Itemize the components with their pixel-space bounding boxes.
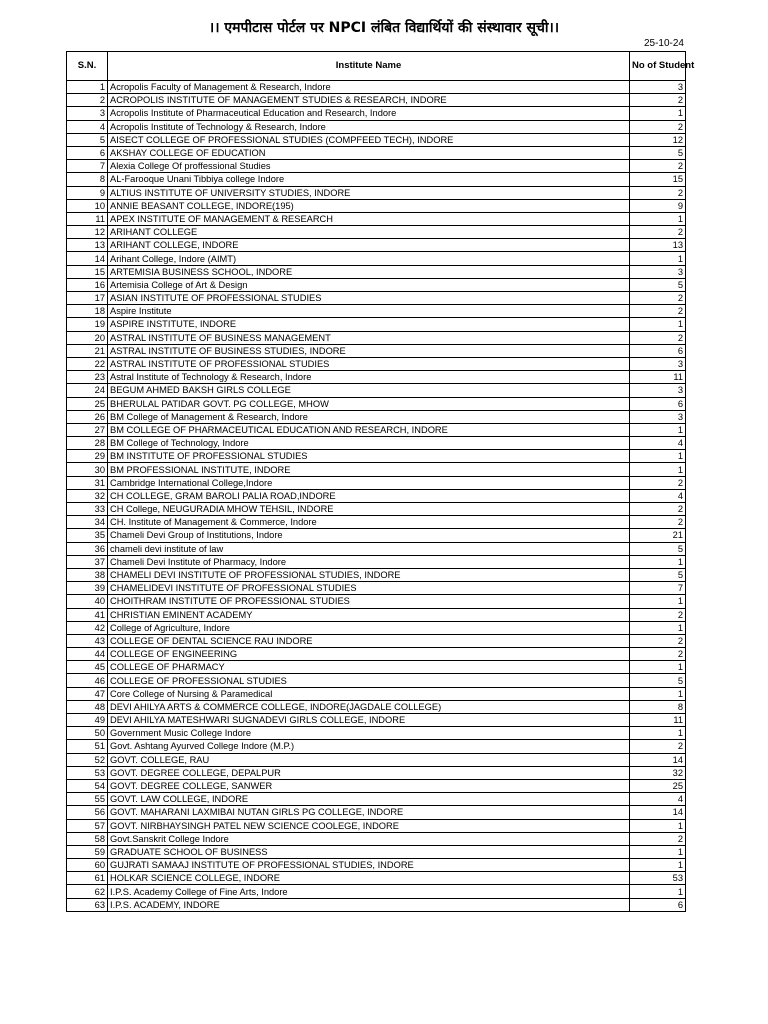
row-serial-number: 9 (67, 186, 108, 199)
row-serial-number: 56 (67, 806, 108, 819)
table-row (67, 898, 686, 911)
row-institute-name: DEVI AHILYA MATESHWARI SUGNADEVI GIRLS COLLEGE, INDORE (108, 714, 630, 727)
row-serial-number: 20 (67, 331, 108, 344)
row-serial-number: 17 (67, 292, 108, 305)
row-institute-name: Govt. Ashtang Ayurved College Indore (M.P.) (108, 740, 630, 753)
row-institute-name: COLLEGE OF PHARMACY (108, 661, 630, 674)
row-institute-name: CHAMELIDEVI INSTITUTE OF PROFESSIONAL STUDIES (108, 582, 630, 595)
row-institute-name: Aspire Institute (108, 305, 630, 318)
row-serial-number: 51 (67, 740, 108, 753)
row-student-count: 1 (630, 687, 686, 700)
row-student-count: 32 (630, 766, 686, 779)
row-serial-number: 18 (67, 305, 108, 318)
row-serial-number: 59 (67, 845, 108, 858)
row-student-count: 2 (630, 516, 686, 529)
table-header-row (67, 52, 686, 81)
table-row (67, 582, 686, 595)
table-row (67, 700, 686, 713)
row-serial-number: 3 (67, 107, 108, 120)
institute-table (66, 51, 695, 912)
row-student-count: 2 (630, 503, 686, 516)
table-row (67, 331, 686, 344)
row-student-count: 3 (630, 384, 686, 397)
table-row (67, 885, 686, 898)
row-student-count: 15 (630, 173, 686, 186)
row-serial-number: 48 (67, 700, 108, 713)
row-serial-number: 55 (67, 793, 108, 806)
table-row (67, 94, 686, 107)
table-row (67, 384, 686, 397)
row-serial-number: 33 (67, 503, 108, 516)
row-institute-name: chameli devi institute of law (108, 542, 630, 555)
row-institute-name: ARIHANT COLLEGE (108, 226, 630, 239)
table-row (67, 529, 686, 542)
row-institute-name: BEGUM AHMED BAKSH GIRLS COLLEGE (108, 384, 630, 397)
row-student-count: 3 (630, 410, 686, 423)
table-row (67, 305, 686, 318)
row-institute-name: ASPIRE INSTITUTE, INDORE (108, 318, 630, 331)
table-row (67, 146, 686, 159)
row-student-count: 11 (630, 714, 686, 727)
row-institute-name: ARTEMISIA BUSINESS SCHOOL, INDORE (108, 265, 630, 278)
table-row (67, 753, 686, 766)
row-serial-number: 1 (67, 81, 108, 94)
table-row (67, 226, 686, 239)
row-serial-number: 52 (67, 753, 108, 766)
row-institute-name: Artemisia College of Art & Design (108, 278, 630, 291)
table-row (67, 714, 686, 727)
row-serial-number: 26 (67, 410, 108, 423)
table-row (67, 516, 686, 529)
row-student-count: 2 (630, 331, 686, 344)
row-institute-name: COLLEGE OF DENTAL SCIENCE RAU INDORE (108, 634, 630, 647)
table-row (67, 212, 686, 225)
row-student-count: 5 (630, 674, 686, 687)
row-serial-number: 31 (67, 476, 108, 489)
row-serial-number: 24 (67, 384, 108, 397)
row-serial-number: 58 (67, 832, 108, 845)
table-row (67, 199, 686, 212)
table-row (67, 595, 686, 608)
row-serial-number: 44 (67, 648, 108, 661)
row-serial-number: 22 (67, 357, 108, 370)
table-row (67, 120, 686, 133)
row-serial-number: 19 (67, 318, 108, 331)
row-institute-name: GRADUATE SCHOOL OF BUSINESS (108, 845, 630, 858)
row-institute-name: ASTRAL INSTITUTE OF BUSINESS MANAGEMENT (108, 331, 630, 344)
table-row (67, 463, 686, 476)
row-institute-name: ASTRAL INSTITUTE OF BUSINESS STUDIES, INDORE (108, 344, 630, 357)
row-student-count: 11 (630, 371, 686, 384)
row-institute-name: COLLEGE OF PROFESSIONAL STUDIES (108, 674, 630, 687)
row-student-count: 5 (630, 568, 686, 581)
row-student-count: 9 (630, 199, 686, 212)
row-student-count: 1 (630, 595, 686, 608)
row-student-count: 2 (630, 292, 686, 305)
row-serial-number: 63 (67, 898, 108, 911)
table-row (67, 766, 686, 779)
row-student-count: 21 (630, 529, 686, 542)
row-student-count: 2 (630, 226, 686, 239)
row-student-count: 1 (630, 252, 686, 265)
report-date: 25-10-24 (643, 38, 684, 49)
row-institute-name: BM College of Management & Research, Indore (108, 410, 630, 423)
row-institute-name: Government Music College Indore (108, 727, 630, 740)
row-institute-name: Acropolis Institute of Pharmaceutical Education and Research, Indore (108, 107, 630, 120)
row-institute-name: Arihant College, Indore (AIMT) (108, 252, 630, 265)
table-row (67, 371, 686, 384)
row-serial-number: 7 (67, 160, 108, 173)
table-row (67, 503, 686, 516)
row-serial-number: 60 (67, 859, 108, 872)
table-row (67, 674, 686, 687)
row-institute-name: APEX INSTITUTE OF MANAGEMENT & RESEARCH (108, 212, 630, 225)
row-institute-name: I.P.S. ACADEMY, INDORE (108, 898, 630, 911)
row-student-count: 5 (630, 278, 686, 291)
row-serial-number: 23 (67, 371, 108, 384)
row-student-count: 3 (630, 265, 686, 278)
row-serial-number: 57 (67, 819, 108, 832)
row-serial-number: 40 (67, 595, 108, 608)
row-student-count: 7 (630, 582, 686, 595)
row-student-count: 1 (630, 423, 686, 436)
row-institute-name: ASIAN INSTITUTE OF PROFESSIONAL STUDIES (108, 292, 630, 305)
table-row (67, 608, 686, 621)
row-serial-number: 36 (67, 542, 108, 555)
page-title: ।। एमपीटास पोर्टल पर NPCI लंबित विद्यार्थियों की संस्थावार सूची।। (208, 20, 560, 36)
row-student-count: 6 (630, 344, 686, 357)
row-serial-number: 50 (67, 727, 108, 740)
row-institute-name: HOLKAR SCIENCE COLLEGE, INDORE (108, 872, 630, 885)
table-row (67, 239, 686, 252)
row-serial-number: 2 (67, 94, 108, 107)
table-row (67, 819, 686, 832)
table-row (67, 489, 686, 502)
row-student-count: 5 (630, 146, 686, 159)
row-institute-name: Acropolis Faculty of Management & Research, Indore (108, 81, 630, 94)
row-student-count: 6 (630, 397, 686, 410)
table-row (67, 410, 686, 423)
row-serial-number: 11 (67, 212, 108, 225)
row-institute-name: ANNIE BEASANT COLLEGE, INDORE(195) (108, 199, 630, 212)
table-row (67, 107, 686, 120)
table-row (67, 397, 686, 410)
row-institute-name: GUJRATI SAMAAJ INSTITUTE OF PROFESSIONAL STUDIES, INDORE (108, 859, 630, 872)
row-student-count: 1 (630, 212, 686, 225)
row-serial-number: 8 (67, 173, 108, 186)
row-institute-name: AKSHAY COLLEGE OF EDUCATION (108, 146, 630, 159)
row-serial-number: 35 (67, 529, 108, 542)
row-institute-name: AL-Farooque Unani Tibbiya college Indore (108, 173, 630, 186)
row-serial-number: 34 (67, 516, 108, 529)
column-header-sn: S.N. (67, 52, 108, 81)
row-student-count: 53 (630, 872, 686, 885)
row-student-count: 1 (630, 318, 686, 331)
table-row (67, 160, 686, 173)
row-student-count: 12 (630, 133, 686, 146)
row-student-count: 1 (630, 450, 686, 463)
table-row (67, 859, 686, 872)
row-serial-number: 41 (67, 608, 108, 621)
row-student-count: 2 (630, 740, 686, 753)
row-institute-name: BHERULAL PATIDAR GOVT. PG COLLEGE, MHOW (108, 397, 630, 410)
row-student-count: 14 (630, 753, 686, 766)
table-row (67, 555, 686, 568)
row-institute-name: BM INSTITUTE OF PROFESSIONAL STUDIES (108, 450, 630, 463)
row-serial-number: 61 (67, 872, 108, 885)
row-institute-name: College of Agriculture, Indore (108, 621, 630, 634)
table-row (67, 661, 686, 674)
row-student-count: 4 (630, 793, 686, 806)
row-serial-number: 39 (67, 582, 108, 595)
table-row (67, 265, 686, 278)
row-student-count: 2 (630, 476, 686, 489)
row-serial-number: 32 (67, 489, 108, 502)
row-student-count: 1 (630, 859, 686, 872)
row-serial-number: 47 (67, 687, 108, 700)
row-student-count: 1 (630, 555, 686, 568)
column-header-institute-name: Institute Name (108, 52, 630, 81)
row-student-count: 1 (630, 727, 686, 740)
table-row (67, 423, 686, 436)
row-institute-name: ASTRAL INSTITUTE OF PROFESSIONAL STUDIES (108, 357, 630, 370)
row-serial-number: 37 (67, 555, 108, 568)
row-student-count: 1 (630, 621, 686, 634)
table-row (67, 252, 686, 265)
row-student-count: 5 (630, 542, 686, 555)
table-row (67, 450, 686, 463)
table-row (67, 779, 686, 792)
table-row (67, 621, 686, 634)
table-row (67, 186, 686, 199)
table-row (67, 793, 686, 806)
row-serial-number: 30 (67, 463, 108, 476)
row-student-count: 1 (630, 661, 686, 674)
row-serial-number: 5 (67, 133, 108, 146)
row-student-count: 2 (630, 608, 686, 621)
row-student-count: 1 (630, 819, 686, 832)
row-serial-number: 27 (67, 423, 108, 436)
row-institute-name: ALTIUS INSTITUTE OF UNIVERSITY STUDIES, INDORE (108, 186, 630, 199)
row-student-count: 2 (630, 648, 686, 661)
row-student-count: 14 (630, 806, 686, 819)
row-institute-name: CHAMELI DEVI INSTITUTE OF PROFESSIONAL STUDIES, INDORE (108, 568, 630, 581)
row-institute-name: Acropolis Institute of Technology & Research, Indore (108, 120, 630, 133)
row-serial-number: 10 (67, 199, 108, 212)
table-row (67, 437, 686, 450)
row-serial-number: 45 (67, 661, 108, 674)
row-serial-number: 16 (67, 278, 108, 291)
table-row (67, 872, 686, 885)
row-student-count: 2 (630, 186, 686, 199)
row-student-count: 1 (630, 885, 686, 898)
row-serial-number: 29 (67, 450, 108, 463)
row-serial-number: 12 (67, 226, 108, 239)
table-row (67, 727, 686, 740)
row-student-count: 13 (630, 239, 686, 252)
row-serial-number: 46 (67, 674, 108, 687)
row-institute-name: Cambridge International College,Indore (108, 476, 630, 489)
row-institute-name: Chameli Devi Institute of Pharmacy, Indore (108, 555, 630, 568)
row-serial-number: 54 (67, 779, 108, 792)
row-institute-name: GOVT. LAW COLLEGE, INDORE (108, 793, 630, 806)
row-student-count: 4 (630, 437, 686, 450)
row-institute-name: GOVT. NIRBHAYSINGH PATEL NEW SCIENCE COOLEGE, INDORE (108, 819, 630, 832)
row-institute-name: GOVT. COLLEGE, RAU (108, 753, 630, 766)
row-institute-name: Astral Institute of Technology & Research, Indore (108, 371, 630, 384)
table-row (67, 542, 686, 555)
row-student-count: 2 (630, 832, 686, 845)
column-header-student-count: No of Student (630, 52, 686, 81)
row-serial-number: 62 (67, 885, 108, 898)
row-institute-name: Govt.Sanskrit College Indore (108, 832, 630, 845)
row-institute-name: CH. Institute of Management & Commerce, Indore (108, 516, 630, 529)
row-serial-number: 15 (67, 265, 108, 278)
row-student-count: 1 (630, 845, 686, 858)
row-student-count: 1 (630, 463, 686, 476)
row-student-count: 2 (630, 160, 686, 173)
table-row (67, 344, 686, 357)
row-student-count: 2 (630, 634, 686, 647)
row-institute-name: DEVI AHILYA ARTS & COMMERCE COLLEGE, INDORE(JAGDALE COLLEGE) (108, 700, 630, 713)
table-row (67, 278, 686, 291)
row-institute-name: GOVT. DEGREE COLLEGE, SANWER (108, 779, 630, 792)
row-institute-name: GOVT. MAHARANI LAXMIBAI NUTAN GIRLS PG COLLEGE, INDORE (108, 806, 630, 819)
row-student-count: 2 (630, 305, 686, 318)
row-serial-number: 13 (67, 239, 108, 252)
row-institute-name: BM COLLEGE OF PHARMACEUTICAL EDUCATION AND RESEARCH, INDORE (108, 423, 630, 436)
table-row (67, 568, 686, 581)
row-institute-name: Alexia College Of proffessional Studies (108, 160, 630, 173)
table-body (67, 81, 686, 912)
table-row (67, 832, 686, 845)
row-institute-name: AISECT COLLEGE OF PROFESSIONAL STUDIES (COMPFEED TECH), INDORE (108, 133, 630, 146)
table-row (67, 648, 686, 661)
table-row (67, 357, 686, 370)
row-institute-name: I.P.S. Academy College of Fine Arts, Indore (108, 885, 630, 898)
row-serial-number: 21 (67, 344, 108, 357)
row-serial-number: 4 (67, 120, 108, 133)
row-student-count: 8 (630, 700, 686, 713)
row-institute-name: BM College of Technology, Indore (108, 437, 630, 450)
table-row (67, 173, 686, 186)
row-serial-number: 6 (67, 146, 108, 159)
row-student-count: 2 (630, 120, 686, 133)
row-serial-number: 25 (67, 397, 108, 410)
row-institute-name: ARIHANT COLLEGE, INDORE (108, 239, 630, 252)
table-row (67, 634, 686, 647)
row-institute-name: BM PROFESSIONAL INSTITUTE, INDORE (108, 463, 630, 476)
row-serial-number: 42 (67, 621, 108, 634)
row-institute-name: CH COLLEGE, GRAM BAROLI PALIA ROAD,INDORE (108, 489, 630, 502)
row-institute-name: Chameli Devi Group of Institutions, Indore (108, 529, 630, 542)
row-serial-number: 49 (67, 714, 108, 727)
row-institute-name: CHRISTIAN EMINENT ACADEMY (108, 608, 630, 621)
table-row (67, 687, 686, 700)
row-institute-name: ACROPOLIS INSTITUTE OF MANAGEMENT STUDIES & RESEARCH, INDORE (108, 94, 630, 107)
table-row (67, 133, 686, 146)
row-serial-number: 14 (67, 252, 108, 265)
row-institute-name: CHOITHRAM INSTITUTE OF PROFESSIONAL STUDIES (108, 595, 630, 608)
row-serial-number: 28 (67, 437, 108, 450)
row-institute-name: CH College, NEUGURADIA MHOW TEHSIL, INDORE (108, 503, 630, 516)
table-row (67, 81, 686, 94)
row-student-count: 6 (630, 898, 686, 911)
table-row (67, 318, 686, 331)
row-institute-name: COLLEGE OF ENGINEERING (108, 648, 630, 661)
table-row (67, 845, 686, 858)
row-serial-number: 53 (67, 766, 108, 779)
row-institute-name: Core College of Nursing & Paramedical (108, 687, 630, 700)
table-row (67, 806, 686, 819)
row-institute-name: GOVT. DEGREE COLLEGE, DEPALPUR (108, 766, 630, 779)
row-serial-number: 38 (67, 568, 108, 581)
table-row (67, 476, 686, 489)
row-student-count: 3 (630, 357, 686, 370)
row-student-count: 1 (630, 107, 686, 120)
row-student-count: 3 (630, 81, 686, 94)
table-row (67, 740, 686, 753)
table-row (67, 292, 686, 305)
row-student-count: 2 (630, 94, 686, 107)
row-student-count: 25 (630, 779, 686, 792)
row-serial-number: 43 (67, 634, 108, 647)
row-student-count: 4 (630, 489, 686, 502)
